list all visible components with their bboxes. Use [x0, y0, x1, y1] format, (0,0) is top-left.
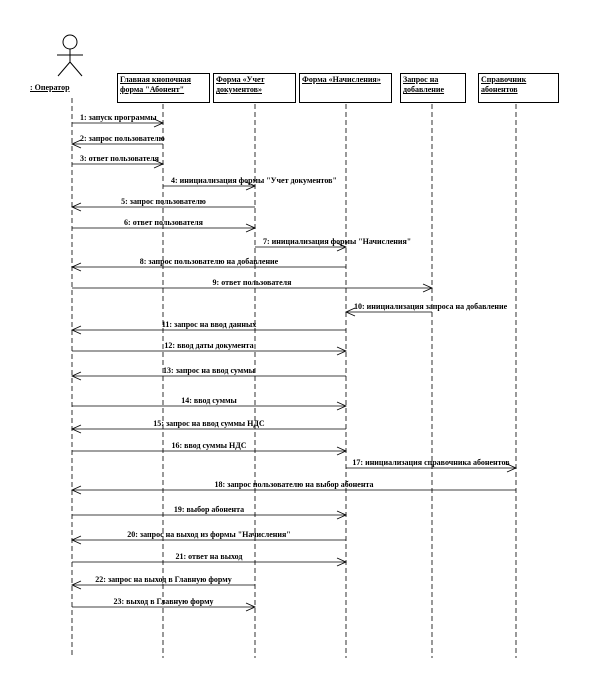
- message-label: 15: запрос на ввод суммы НДС: [153, 419, 265, 428]
- message-label: 23: выход в Главную форму: [113, 597, 214, 606]
- message-7: [255, 237, 411, 251]
- message-label: 3: ответ пользователя: [80, 154, 159, 163]
- message-9: [72, 278, 432, 292]
- message-label: 20: запрос на выход из формы "Начисления": [127, 530, 291, 539]
- message-11: [72, 320, 346, 334]
- message-8: [72, 257, 346, 271]
- object-add-query: Запрос на добавление: [400, 73, 466, 103]
- message-1: [72, 113, 163, 127]
- message-20: [72, 530, 346, 544]
- message-label: 17: инициализация справочника абонентов: [352, 458, 510, 467]
- message-label: 2: запрос пользователю: [80, 134, 165, 143]
- message-19: [72, 505, 346, 519]
- message-18: [72, 480, 516, 494]
- message-2: [72, 134, 165, 148]
- message-4: [163, 176, 337, 190]
- message-10: [346, 302, 508, 316]
- message-label: 5: запрос пользователю: [121, 197, 206, 206]
- message-label: 7: инициализация формы "Начисления": [263, 237, 412, 246]
- message-label: 18: запрос пользователю на выбор абонента: [214, 480, 374, 489]
- message-label: 6: ответ пользователя: [124, 218, 203, 227]
- message-21: [72, 552, 346, 566]
- object-main-form: Главная кнопочная форма "Абонент": [117, 73, 210, 103]
- message-label: 21: ответ на выход: [175, 552, 243, 561]
- message-23: [72, 597, 255, 611]
- message-label: 12: ввод даты документа: [164, 341, 254, 350]
- object-subscribers-directory: Справочник абонентов: [478, 73, 559, 103]
- message-22: [72, 575, 255, 589]
- actor-name: : Оператор: [30, 83, 70, 92]
- message-label: 22: запрос на выход в Главную форму: [95, 575, 232, 584]
- message-label: 9: ответ пользователя: [212, 278, 292, 287]
- message-label: 1: запуск программы: [80, 113, 157, 122]
- message-label: 19: выбор абонента: [173, 505, 245, 514]
- message-label: 14: ввод суммы: [181, 396, 237, 405]
- message-label: 11: запрос на ввод данных: [161, 320, 257, 329]
- message-12: [72, 341, 346, 355]
- message-label: 8: запрос пользователю на добавление: [139, 257, 279, 266]
- object-documents-form: Форма «Учет документов»: [213, 73, 296, 103]
- message-3: [72, 154, 163, 168]
- message-label: 16: ввод суммы НДС: [171, 441, 247, 450]
- message-14: [72, 396, 346, 410]
- message-6: [72, 218, 255, 232]
- message-5: [72, 197, 255, 211]
- message-label: 4: инициализация формы "Учет документов": [171, 176, 337, 185]
- message-16: [72, 441, 346, 455]
- message-label: 13: запрос на ввод суммы: [163, 366, 255, 375]
- message-13: [72, 366, 346, 380]
- message-label: 10: инициализация запроса на добавление: [354, 302, 508, 311]
- message-15: [72, 419, 346, 433]
- message-17: [346, 458, 516, 472]
- object-charges-form: Форма «Начисления»: [299, 73, 392, 103]
- actor-icon: [57, 35, 83, 76]
